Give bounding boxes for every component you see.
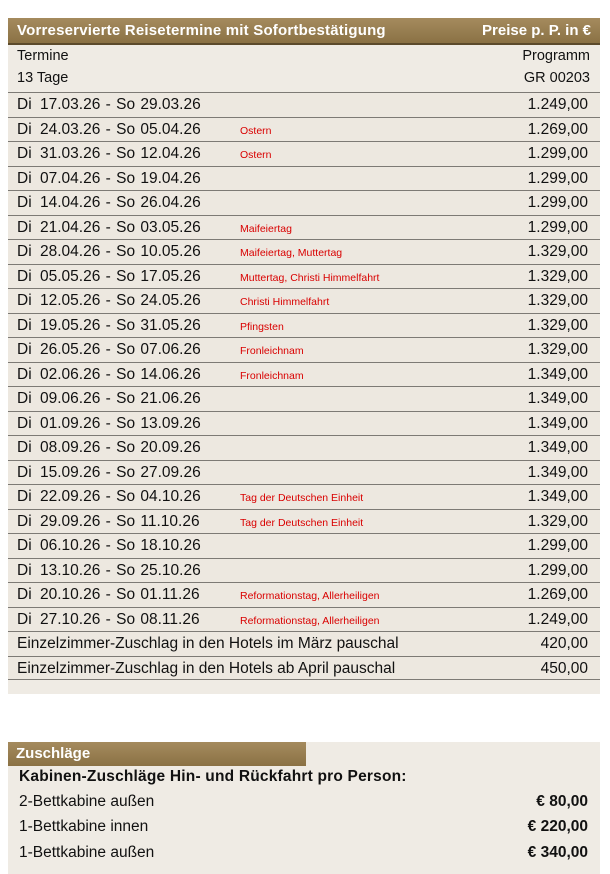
weekday: Di xyxy=(17,488,32,505)
weekday: Di xyxy=(17,463,32,481)
weekday: Di xyxy=(17,96,32,113)
header-title: Vorreservierte Reisetermine mit Sofortbestätigung xyxy=(17,22,386,39)
holiday-note: Tag der Deutschen Einheit xyxy=(240,492,364,504)
date-range: 07.04.26 - So 19.04.26 xyxy=(40,169,201,187)
cabin-label: 2-Bettkabine außen xyxy=(19,793,155,810)
price-value: 1.349,00 xyxy=(527,414,588,432)
cabin-price: € 340,00 xyxy=(527,844,588,861)
price-value: 1.269,00 xyxy=(527,120,588,138)
weekday: Di xyxy=(17,218,32,236)
price-value: 1.349,00 xyxy=(527,488,588,505)
duration-row xyxy=(8,67,600,89)
price-value: 1.299,00 xyxy=(527,145,588,162)
date-range: 24.03.26 - So 05.04.26 xyxy=(40,120,201,138)
cabin-row xyxy=(8,841,600,866)
date-range: 21.04.26 - So 03.05.26 xyxy=(40,218,201,236)
date-range: 01.09.26 - So 13.09.26 xyxy=(40,414,201,432)
date-range: 17.03.26 - So 29.03.26 xyxy=(40,96,201,113)
weekday: Di xyxy=(17,120,32,138)
price-value: 1.329,00 xyxy=(527,316,588,334)
holiday-note: Muttertag, Christi Himmelfahrt xyxy=(240,271,380,284)
date-row xyxy=(8,533,600,558)
holiday-note: Ostern xyxy=(240,124,272,137)
holiday-note: Tag der Deutschen Einheit xyxy=(240,516,364,529)
date-range: 12.05.26 - So 24.05.26 xyxy=(40,292,201,309)
date-row xyxy=(8,141,600,166)
cabin-price: € 80,00 xyxy=(536,793,588,810)
date-row xyxy=(8,558,600,583)
price-value: 1.349,00 xyxy=(527,439,588,456)
weekday: Di xyxy=(17,390,32,407)
date-range: 14.04.26 - So 26.04.26 xyxy=(40,194,201,211)
holiday-note: Christi Himmelfahrt xyxy=(240,296,330,308)
weekday: Di xyxy=(17,561,32,579)
weekday: Di xyxy=(17,365,32,383)
supplement-label: Einzelzimmer-Zuschlag in den Hotels ab April pauschal xyxy=(17,659,396,677)
price-value: 1.299,00 xyxy=(527,537,588,554)
holiday-note: Reformationstag, Allerheiligen xyxy=(240,590,380,602)
weekday: Di xyxy=(17,586,32,603)
date-range: 28.04.26 - So 10.05.26 xyxy=(40,243,201,260)
price-value: 1.329,00 xyxy=(527,512,588,530)
supplement-price: 450,00 xyxy=(540,659,588,677)
price-value: 1.299,00 xyxy=(527,169,588,187)
date-row xyxy=(8,386,600,411)
date-row xyxy=(8,411,600,436)
price-value: 1.249,00 xyxy=(527,96,588,113)
price-value: 1.249,00 xyxy=(527,610,588,628)
surcharges-title: Zuschläge xyxy=(16,745,91,762)
date-row xyxy=(8,313,600,338)
date-range: 31.03.26 - So 12.04.26 xyxy=(40,145,201,162)
date-row xyxy=(8,117,600,142)
price-value: 1.329,00 xyxy=(527,243,588,260)
date-row xyxy=(8,484,600,509)
supplement-label: Einzelzimmer-Zuschlag in den Hotels im März pauschal xyxy=(17,635,399,652)
weekday: Di xyxy=(17,537,32,554)
col-programm-label: Programm xyxy=(522,48,590,64)
price-value: 1.349,00 xyxy=(527,365,588,383)
weekday: Di xyxy=(17,439,32,456)
date-row xyxy=(8,460,600,485)
weekday: Di xyxy=(17,145,32,162)
surcharges-header xyxy=(8,742,306,766)
weekday: Di xyxy=(17,414,32,432)
date-row xyxy=(8,362,600,387)
price-value: 1.299,00 xyxy=(527,194,588,211)
weekday: Di xyxy=(17,341,32,358)
date-range: 20.10.26 - So 01.11.26 xyxy=(40,586,200,603)
holiday-note: Reformationstag, Allerheiligen xyxy=(240,614,380,627)
date-range: 19.05.26 - So 31.05.26 xyxy=(40,316,201,334)
date-row xyxy=(8,607,600,632)
weekday: Di xyxy=(17,267,32,285)
supplement-row xyxy=(8,631,600,656)
cabin-label: 1-Bettkabine innen xyxy=(19,818,149,835)
date-range: 06.10.26 - So 18.10.26 xyxy=(40,537,201,554)
duration-label: 13 Tage xyxy=(17,70,69,86)
date-range: 05.05.26 - So 17.05.26 xyxy=(40,267,201,285)
date-range: 29.09.26 - So 11.10.26 xyxy=(40,512,200,530)
weekday: Di xyxy=(17,292,32,309)
date-row xyxy=(8,92,600,117)
holiday-note: Fronleichnam xyxy=(240,345,304,357)
date-row xyxy=(8,166,600,191)
holiday-note: Maifeiertag xyxy=(240,222,292,235)
price-value: 1.269,00 xyxy=(527,586,588,603)
column-headers xyxy=(8,45,600,67)
date-row xyxy=(8,509,600,534)
weekday: Di xyxy=(17,316,32,334)
date-range: 02.06.26 - So 14.06.26 xyxy=(40,365,201,383)
weekday: Di xyxy=(17,243,32,260)
supplement-row xyxy=(8,656,600,681)
date-row xyxy=(8,435,600,460)
price-value: 1.299,00 xyxy=(527,218,588,236)
date-row xyxy=(8,239,600,264)
price-note: Preise p. P. in € xyxy=(482,22,591,39)
date-range: 13.10.26 - So 25.10.26 xyxy=(40,561,201,579)
price-value: 1.349,00 xyxy=(527,463,588,481)
weekday: Di xyxy=(17,610,32,628)
holiday-note: Pfingsten xyxy=(240,320,284,333)
date-row xyxy=(8,288,600,313)
price-value: 1.329,00 xyxy=(527,341,588,358)
price-value: 1.329,00 xyxy=(527,267,588,285)
cabin-label: 1-Bettkabine außen xyxy=(19,844,155,861)
date-row xyxy=(8,264,600,289)
date-range: 08.09.26 - So 20.09.26 xyxy=(40,439,201,456)
cabin-price: € 220,00 xyxy=(527,818,588,835)
date-row xyxy=(8,582,600,607)
header-bar xyxy=(8,18,600,45)
supplement-price: 420,00 xyxy=(540,635,588,652)
holiday-note: Fronleichnam xyxy=(240,369,304,382)
price-value: 1.349,00 xyxy=(527,390,588,407)
price-value: 1.329,00 xyxy=(527,292,588,309)
program-code: GR 00203 xyxy=(523,70,590,86)
cabin-row xyxy=(8,790,600,815)
date-range: 22.09.26 - So 04.10.26 xyxy=(40,488,201,505)
holiday-note: Ostern xyxy=(240,149,272,161)
weekday: Di xyxy=(17,512,32,530)
date-row xyxy=(8,190,600,215)
cabin-surcharges-title: Kabinen-Zuschläge Hin- und Rückfahrt pro Person: xyxy=(19,768,407,785)
date-row xyxy=(8,337,600,362)
weekday: Di xyxy=(17,169,32,187)
cabin-row xyxy=(8,815,600,840)
date-row xyxy=(8,215,600,240)
holiday-note: Maifeiertag, Muttertag xyxy=(240,247,343,259)
col-termine-label: Termine xyxy=(17,48,69,64)
date-range: 09.06.26 - So 21.06.26 xyxy=(40,390,201,407)
dates-table xyxy=(8,92,600,680)
date-range: 26.05.26 - So 07.06.26 xyxy=(40,341,201,358)
price-value: 1.299,00 xyxy=(527,561,588,579)
date-range: 27.10.26 - So 08.11.26 xyxy=(40,610,200,628)
weekday: Di xyxy=(17,194,32,211)
date-range: 15.09.26 - So 27.09.26 xyxy=(40,463,201,481)
